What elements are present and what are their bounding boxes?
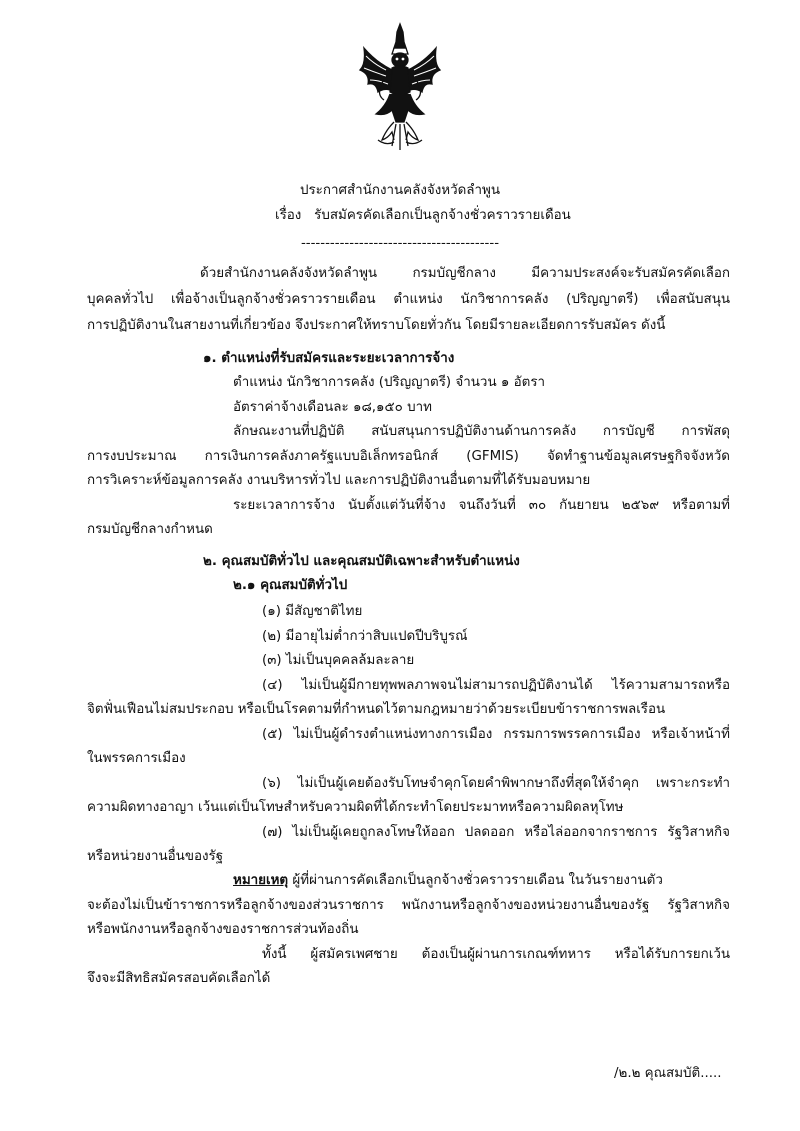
qualification-item-2: (๒) มีอายุไม่ต่ำกว่าสิบแปดปีบริบูรณ์ [262, 629, 468, 644]
duty-line-1: ลักษณะงานที่ปฏิบัติ สนับสนุนการปฏิบัติงานด้านการคลัง การบัญชี การพัสดุ [233, 424, 730, 439]
qualification-item-5-line-1: (๕) ไม่เป็นผู้ดำรงตำแหน่งทางการเมือง กรรมการพรรคการเมือง หรือเจ้าหน้าที่ [262, 727, 730, 742]
period-line-1: ระยะเวลาการจ้าง นับตั้งแต่วันที่จ้าง จนถึงวันที่ ๓๐ กันยายน ๒๕๖๙ หรือตามที่ [233, 498, 730, 513]
note-line-2: จะต้องไม่เป็นข้าราชการหรือลูกจ้างของส่วนราชการ พนักงานหรือลูกจ้างของหน่วยงานอื่นของรัฐ รัฐวิสาหกิจ [87, 898, 730, 913]
qualification-item-6-line-2: ความผิดทางอาญา เว้นแต่เป็นโทษสำหรับความผิดที่ได้กระทำโดยประมาทหรือความผิดลหุโทษ [87, 800, 624, 815]
section2-heading: ๒. คุณสมบัติทั่วไป และคุณสมบัติเฉพาะสำหรับตำแหน่ง [203, 554, 520, 569]
position-text: ตำแหน่ง นักวิชาการคลัง (ปริญญาตรี) จำนวน ๑ อัตรา [233, 375, 546, 390]
qualification-item-7-line-1: (๗) ไม่เป็นผู้เคยถูกลงโทษให้ออก ปลดออก หรือไล่ออกจากราชการ รัฐวิสาหกิจ [262, 825, 730, 840]
qualification-item-4-line-1: (๔) ไม่เป็นผู้มีกายทุพพลภาพจนไม่สามารถปฏิบัติงานได้ ไร้ความสามารถหรือ [262, 678, 730, 693]
salary-text: อัตราค่าจ้างเดือนละ ๑๘,๑๕๐ บาท [233, 400, 432, 415]
period-line-2: กรมบัญชีกลางกำหนด [87, 522, 213, 537]
announcement-title: ประกาศสำนักงานคลังจังหวัดลำพูน [299, 183, 500, 198]
note-text: ผู้ที่ผ่านการคัดเลือกเป็นลูกจ้างชั่วคราวรายเดือน ในวันรายงานตัว [292, 873, 663, 888]
intro-line-2: บุคคลทั่วไป เพื่อจ้างเป็นลูกจ้างชั่วคราวรายเดือน ตำแหน่ง นักวิชาการคลัง (ปริญญาตรี) เพื่อสนับสนุน [87, 292, 730, 307]
qualification-item-7-line-2: หรือหน่วยงานอื่นของรัฐ [87, 849, 224, 864]
male-requirement-line-1: ทั้งนี้ ผู้สมัครเพศชาย ต้องเป็นผู้ผ่านการเกณฑ์ทหาร หรือได้รับการยกเว้น [262, 947, 730, 962]
garuda-emblem-icon [356, 22, 444, 154]
section1-heading: ๑. ตำแหน่งที่รับสมัครและระยะเวลาการจ้าง [203, 351, 455, 366]
note-line-3: หรือพนักงานหรือลูกจ้างของราชการส่วนท้องถิ่น [87, 922, 359, 937]
qualification-item-1: (๑) มีสัญชาติไทย [262, 604, 363, 619]
male-requirement-line-2: จึงจะมีสิทธิสมัครสอบคัดเลือกได้ [87, 971, 271, 986]
qualification-item-6-line-1: (๖) ไม่เป็นผู้เคยต้องรับโทษจำคุกโดยคำพิพากษาถึงที่สุดให้จำคุก เพราะกระทำ [262, 776, 730, 791]
note-line-1 [233, 873, 730, 890]
subject-label: เรื่อง [275, 208, 302, 223]
subject-line [275, 208, 571, 225]
subject-text: รับสมัครคัดเลือกเป็นลูกจ้างชั่วคราวรายเดือน [314, 208, 571, 223]
continuation-marker: /๒.๒ คุณสมบัติ..... [614, 1066, 722, 1081]
intro-line-1: ด้วยสำนักงานคลังจังหวัดลำพูน กรมบัญชีกลาง มีความประสงค์จะรับสมัครคัดเลือก [200, 266, 730, 281]
qualification-item-5-line-2: ในพรรคการเมือง [87, 751, 186, 766]
duty-line-3: การวิเคราะห์ข้อมูลการคลัง งานบริหารทั่วไป และการปฏิบัติงานอื่นตามที่ได้รับมอบหมาย [87, 473, 591, 488]
qualification-item-4-line-2: จิตฟั่นเฟือนไม่สมประกอบ หรือเป็นโรคตามที่กำหนดไว้ตามกฎหมายว่าด้วยระเบียบข้าราชการพลเรือน [87, 702, 666, 717]
intro-line-3: การปฏิบัติงานในสายงานที่เกี่ยวข้อง จึงประกาศให้ทราบโดยทั่วกัน โดยมีรายละเอียดการรับสมัคร ดังนี้ [87, 318, 666, 333]
qualification-item-3: (๓) ไม่เป็นบุคคลล้มละลาย [262, 653, 415, 668]
duty-line-2: การงบประมาณ การเงินการคลังภาครัฐแบบอิเล็กทรอนิกส์ (GFMIS) จัดทำฐานข้อมูลเศรษฐกิจจังหวัด [87, 449, 730, 464]
section2-1-heading: ๒.๑ คุณสมบัติทั่วไป [233, 578, 348, 593]
note-label: หมายเหตุ [233, 873, 289, 888]
header-separator: ----------------------------------------- [300, 236, 500, 251]
